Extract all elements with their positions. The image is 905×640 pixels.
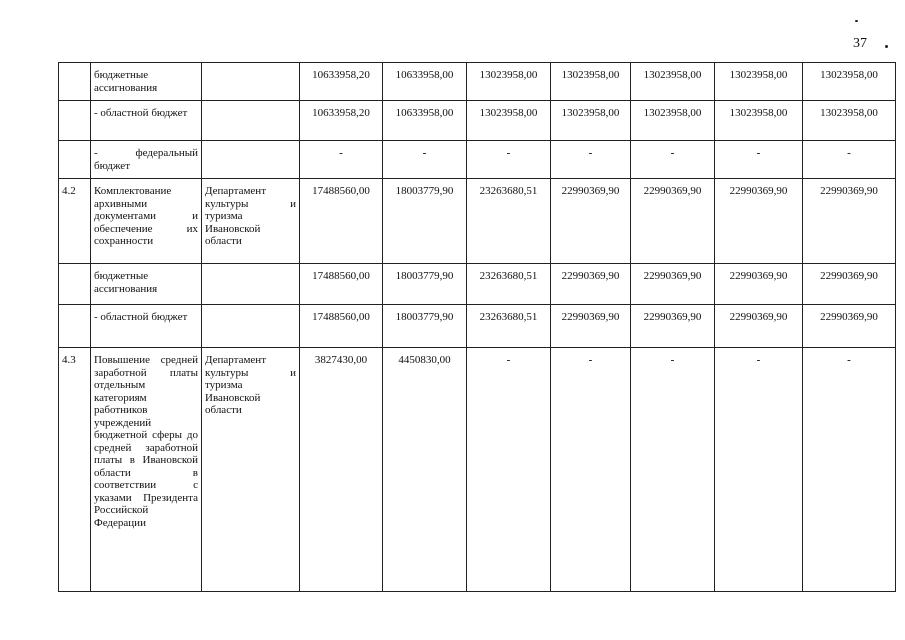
value-cell: 22990369,90 bbox=[631, 179, 715, 264]
row-code bbox=[59, 264, 91, 305]
value-cell: 22990369,90 bbox=[551, 179, 631, 264]
row-description: Повышение средней заработной платы отдельным категориям работников учреждений бюджетной сферы до средней заработной платы в Ивановской области в соответствии с указами Президента Российской Федерации bbox=[91, 348, 202, 592]
row-code: 4.3 bbox=[59, 348, 91, 592]
value-cell: - bbox=[631, 141, 715, 179]
value-cell: 17488560,00 bbox=[300, 179, 383, 264]
row-executor bbox=[202, 305, 300, 348]
value-cell: 22990369,90 bbox=[551, 305, 631, 348]
value-cell: 22990369,90 bbox=[803, 264, 896, 305]
row-code bbox=[59, 63, 91, 101]
value-cell: 18003779,90 bbox=[383, 179, 467, 264]
table-row bbox=[59, 101, 896, 141]
value-cell: - bbox=[631, 348, 715, 592]
value-cell: - bbox=[803, 141, 896, 179]
row-code bbox=[59, 141, 91, 179]
value-cell: - bbox=[715, 348, 803, 592]
value-cell: 22990369,90 bbox=[803, 179, 896, 264]
value-cell: 22990369,90 bbox=[631, 305, 715, 348]
scan-speck bbox=[855, 20, 858, 22]
value-cell: 22990369,90 bbox=[803, 305, 896, 348]
value-cell: 17488560,00 bbox=[300, 264, 383, 305]
value-cell: - bbox=[383, 141, 467, 179]
row-code: 4.2 bbox=[59, 179, 91, 264]
row-description: Комплектование архивными документами и обеспечение их сохранности bbox=[91, 179, 202, 264]
value-cell: 3827430,00 bbox=[300, 348, 383, 592]
row-description: - областной бюджет bbox=[91, 101, 202, 141]
value-cell: 17488560,00 bbox=[300, 305, 383, 348]
table-row bbox=[59, 264, 896, 305]
row-description: бюджетные ассигнования bbox=[91, 63, 202, 101]
row-executor: Департамент культуры и туризма Ивановской области bbox=[202, 348, 300, 592]
table-row bbox=[59, 305, 896, 348]
value-cell: - bbox=[300, 141, 383, 179]
value-cell: 13023958,00 bbox=[803, 63, 896, 101]
value-cell: 13023958,00 bbox=[803, 101, 896, 141]
value-cell: 4450830,00 bbox=[383, 348, 467, 592]
value-cell: - bbox=[551, 348, 631, 592]
row-description: бюджетные ассигнования bbox=[91, 264, 202, 305]
scan-speck bbox=[885, 45, 888, 48]
value-cell: - bbox=[467, 348, 551, 592]
row-code bbox=[59, 101, 91, 141]
value-cell: 23263680,51 bbox=[467, 264, 551, 305]
value-cell: 13023958,00 bbox=[715, 63, 803, 101]
row-code bbox=[59, 305, 91, 348]
budget-table bbox=[58, 62, 896, 592]
value-cell: 13023958,00 bbox=[631, 63, 715, 101]
row-executor bbox=[202, 101, 300, 141]
row-executor bbox=[202, 264, 300, 305]
value-cell: 22990369,90 bbox=[715, 179, 803, 264]
value-cell: 10633958,00 bbox=[383, 63, 467, 101]
page-number: 37 bbox=[853, 36, 867, 51]
value-cell: 22990369,90 bbox=[551, 264, 631, 305]
value-cell: 23263680,51 bbox=[467, 305, 551, 348]
value-cell: 22990369,90 bbox=[715, 305, 803, 348]
value-cell: 13023958,00 bbox=[631, 101, 715, 141]
table-row bbox=[59, 63, 896, 101]
value-cell: 13023958,00 bbox=[551, 63, 631, 101]
value-cell: 13023958,00 bbox=[715, 101, 803, 141]
value-cell: 22990369,90 bbox=[631, 264, 715, 305]
table-row bbox=[59, 348, 896, 592]
value-cell: 13023958,00 bbox=[551, 101, 631, 141]
row-description: - областной бюджет bbox=[91, 305, 202, 348]
value-cell: 18003779,90 bbox=[383, 264, 467, 305]
value-cell: 10633958,00 bbox=[383, 101, 467, 141]
value-cell: - bbox=[715, 141, 803, 179]
value-cell: 10633958,20 bbox=[300, 101, 383, 141]
value-cell: 13023958,00 bbox=[467, 101, 551, 141]
row-description: - федеральный бюджет bbox=[91, 141, 202, 179]
value-cell: 13023958,00 bbox=[467, 63, 551, 101]
value-cell: 23263680,51 bbox=[467, 179, 551, 264]
value-cell: - bbox=[551, 141, 631, 179]
row-executor bbox=[202, 63, 300, 101]
value-cell: - bbox=[803, 348, 896, 592]
value-cell: 10633958,20 bbox=[300, 63, 383, 101]
table-row bbox=[59, 141, 896, 179]
value-cell: - bbox=[467, 141, 551, 179]
value-cell: 22990369,90 bbox=[715, 264, 803, 305]
value-cell: 18003779,90 bbox=[383, 305, 467, 348]
row-executor bbox=[202, 141, 300, 179]
row-executor: Департамент культуры и туризма Ивановской области bbox=[202, 179, 300, 264]
table-row bbox=[59, 179, 896, 264]
